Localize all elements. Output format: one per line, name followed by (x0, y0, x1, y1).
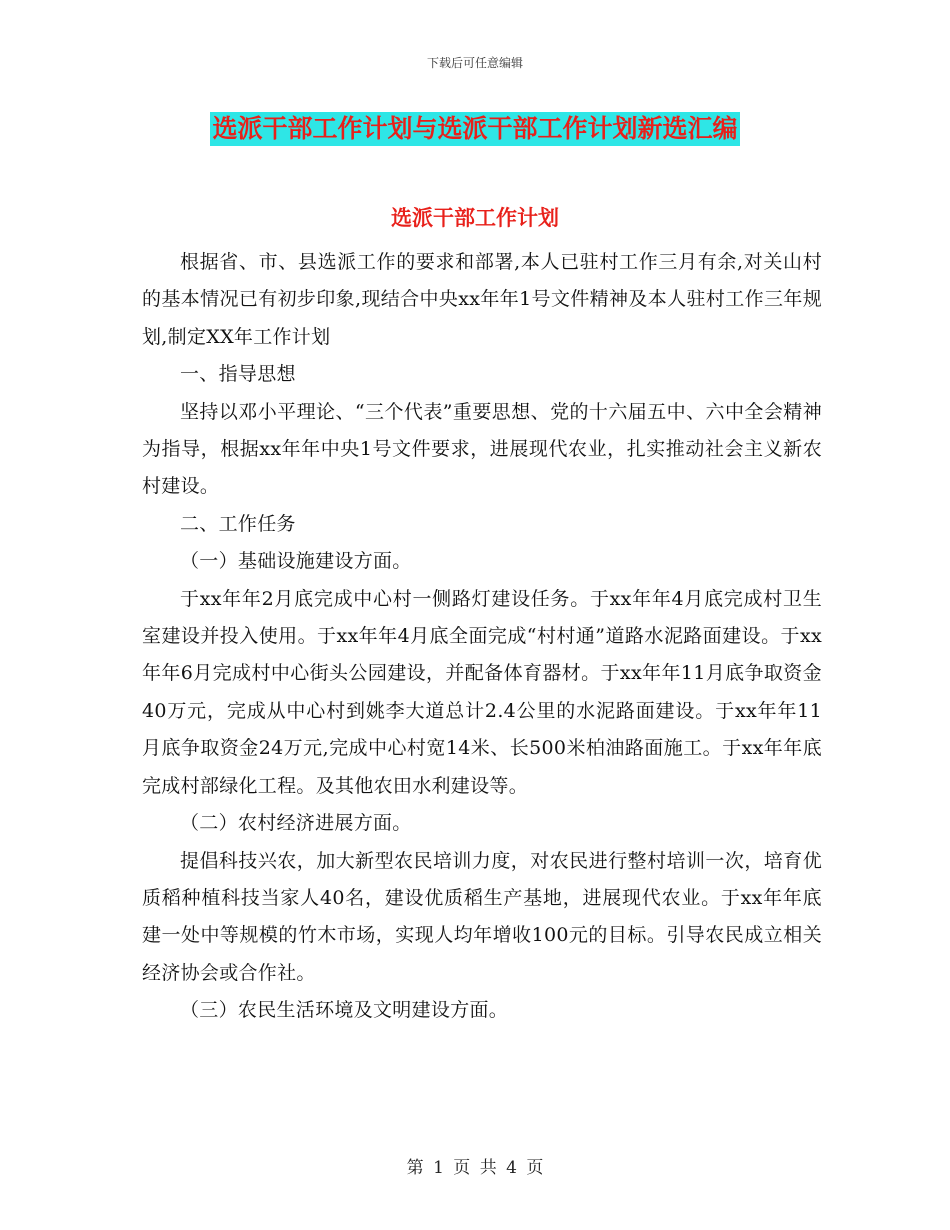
document-title-container (0, 112, 950, 146)
subheading-living-environment: （三）农民生活环境及文明建设方面。 (180, 999, 509, 1022)
paragraph-intro: 根据省、市、县选派工作的要求和部署,本人已驻村工作三月有余,对关山村的基本情况已有初步印象,现结合中央xx年年1号文件精神及本人驻村工作三年规划,制定XX年工作计划 (142, 251, 822, 348)
section-title: 选派干部工作计划 (391, 205, 559, 230)
paragraph-guiding-ideology: 坚持以邓小平理论、“三个代表”重要思想、党的十六届五中、六中全会精神为指导，根据xx年年中央1号文件要求，进展现代农业，扎实推动社会主义新农村建设。 (142, 400, 822, 498)
heading-work-tasks: 二、工作任务 (180, 512, 296, 535)
header-note: 下载后可任意编辑 (426, 56, 523, 70)
subheading-rural-economy: （二）农村经济进展方面。 (180, 812, 412, 835)
paragraph-infrastructure: 于xx年年2月底完成中心村一侧路灯建设任务。于xx年年4月底完成村卫生室建设并投入使用。于xx年年4月底全面完成“村村通”道路水泥路面建设。于xx年年6月完成村中心街头公园建设，并配备体育器材。于xx年年11月底争取资金40万元，完成从中心村到姚李大道总计2.4公里的水泥路面建设。于xx年年11月底争取资金24万元,完成中心村宽14米、长500米柏油路面施工。于xx年年底完成村部绿化工程。及其他农田水利建设等。 (142, 587, 822, 797)
document-title: 选派干部工作计划与选派干部工作计划新选汇编 (210, 112, 739, 146)
subheading-infrastructure: （一）基础设施建设方面。 (180, 550, 412, 573)
paragraph-rural-economy: 提倡科技兴农，加大新型农民培训力度，对农民进行整村培训一次，培育优质稻种植科技当家人40名，建设优质稻生产基地，进展现代农业。于xx年年底建一处中等规模的竹木市场，实现人均年增收100元的目标。引导农民成立相关经济协会或合作社。 (142, 849, 822, 984)
page-footer: 第 1 页 共 4 页 (406, 1158, 544, 1178)
document-body (142, 244, 822, 1030)
heading-guiding-ideology: 一、指导思想 (180, 363, 296, 386)
